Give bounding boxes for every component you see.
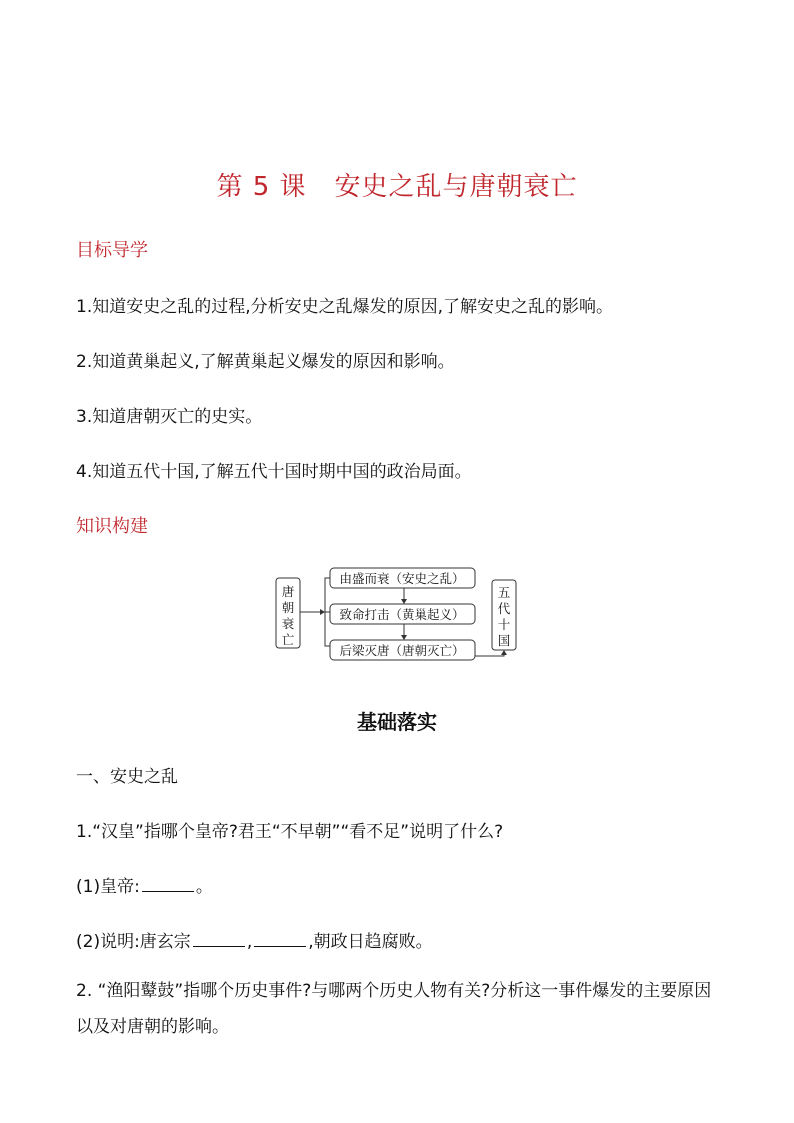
diagram-box-3-label: 后梁灭唐（唐朝灭亡）	[339, 643, 465, 658]
question-1-2-sep: ,	[246, 932, 253, 952]
goal-item-1: 1.知道安史之乱的过程,分析安史之乱爆发的原因,了解安史之乱的影响。	[76, 297, 614, 317]
question-1-2	[76, 927, 433, 952]
diagram-right-char-4: 国	[497, 633, 511, 648]
diagram-left-char-1: 唐	[281, 584, 295, 599]
question-1-1	[76, 872, 213, 897]
diagram-box-2-label: 致命打击（黄巢起义）	[339, 607, 465, 622]
diagram-box-1-label: 由盛而衰（安史之乱）	[339, 571, 465, 586]
diagram-left-char-3: 衰	[281, 616, 295, 631]
diagram-left-char-2: 朝	[281, 600, 295, 615]
question-1-1-suffix: 。	[195, 877, 213, 897]
knowledge-structure-diagram	[270, 560, 530, 670]
question-1-1-prefix: (1)皇帝:	[76, 877, 140, 897]
diagram-left-char-4: 亡	[281, 632, 295, 647]
basics-subheading: 一、安史之乱	[76, 767, 178, 787]
goals-heading: 目标导学	[76, 240, 148, 261]
question-1: 1.“汉皇”指哪个皇帝?君王“不早朝”“看不足”说明了什么?	[76, 822, 504, 842]
diagram-right-char-2: 代	[497, 601, 511, 616]
goal-item-4: 4.知道五代十国,了解五代十国时期中国的政治局面。	[76, 462, 472, 482]
basics-heading: 基础落实	[357, 710, 437, 734]
goal-item-3: 3.知道唐朝灭亡的史实。	[76, 407, 263, 427]
lesson-name: 安史之乱与唐朝衰亡	[334, 172, 578, 202]
lesson-number: 第 5 课	[216, 172, 307, 202]
question-2: 2. “渔阳鼙鼓”指哪个历史事件?与哪两个历史人物有关?分析这一事件爆发的主要原因以及对唐朝的影响。	[76, 981, 712, 1037]
question-1-2-suffix: ,朝政日趋腐败。	[308, 932, 433, 952]
answer-blank-emperor[interactable]	[142, 875, 194, 892]
structure-heading: 知识构建	[76, 516, 148, 537]
answer-blank-1[interactable]	[193, 930, 245, 947]
question-1-2-prefix: (2)说明:唐玄宗	[76, 932, 191, 952]
page-title	[0, 166, 794, 203]
goal-item-2: 2.知道黄巢起义,了解黄巢起义爆发的原因和影响。	[76, 352, 455, 372]
diagram-right-char-1: 五	[497, 585, 511, 600]
diagram-right-char-3: 十	[497, 617, 511, 632]
answer-blank-2[interactable]	[254, 930, 306, 947]
